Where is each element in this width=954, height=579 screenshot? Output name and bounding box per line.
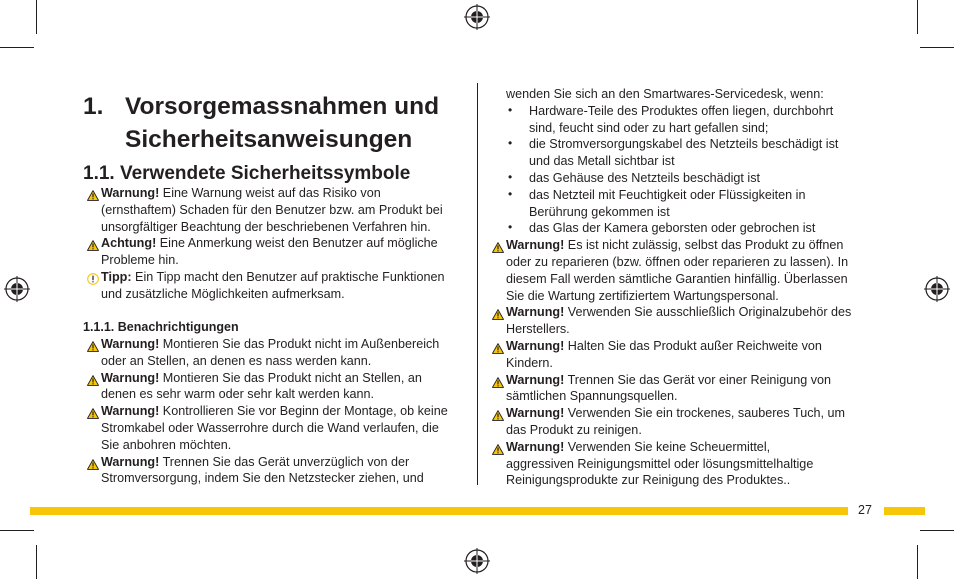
warning-icon [87, 238, 99, 249]
crop-mark [36, 545, 37, 579]
warning-icon [492, 408, 504, 419]
notice-text-line: Warnung! Eine Warnung weist auf das Risiko von [101, 186, 381, 200]
crop-mark [917, 0, 918, 34]
bullet-text-line: die Stromversorgungskabel des Netzteils beschädigt ist [529, 137, 839, 152]
bullet-text-line: sind, feucht sind oder zu hart gefallen sind; [529, 120, 769, 135]
notice-label: Warnung! [506, 339, 565, 353]
notice-text-line: Warnung! Trennen Sie das Gerät unverzüglich von der [101, 454, 410, 469]
notice-text-line: Warnung! Verwenden Sie ein trockenes, sauberes Tuch, um [506, 406, 846, 421]
section-number: 1. [83, 93, 104, 120]
notice-text-line: sämtlichen Spannungsquellen. [506, 389, 678, 404]
notice-text-line: Warnung! Kontrollieren Sie vor Beginn der Montage, ob keine [101, 404, 448, 419]
crop-mark [36, 0, 37, 34]
warning-icon [87, 406, 99, 417]
notice-text-line: das Produkt zu reinigen. [506, 423, 642, 437]
bullet-text-line: Hardware-Teile des Produktes offen liegen, durchbohrt [529, 103, 834, 118]
notice-text-line: Herstellers. [506, 322, 570, 337]
notice-label: Warnung! [506, 238, 565, 253]
notice-text-line: denen es sehr warm oder sehr kalt werden kann. [101, 387, 375, 402]
bullet-marker: • [508, 136, 513, 151]
notice-text-line: Probleme hin. [101, 253, 179, 268]
crop-mark [0, 47, 34, 48]
warning-icon [492, 442, 504, 453]
section-title-line: Sicherheitsanweisungen [125, 126, 413, 153]
notice-label: Warnung! [101, 186, 160, 200]
notice-text-line: Sie die Wartung zertifiziertem Wartungspersonal. [506, 288, 779, 303]
crop-mark [920, 530, 954, 531]
bullet-text-line: und das Metall sichtbar ist [529, 154, 675, 169]
intro-text: wenden Sie sich an den Smartwares-Servicedesk, wenn: [506, 87, 824, 101]
crop-mark [917, 545, 918, 579]
notice-text-line: Kindern. [506, 355, 553, 370]
notice-text-line: unsorgfältiger Beachtung der beschriebenen Verfahren hin. [101, 219, 431, 234]
column-divider [477, 83, 478, 485]
notice-text-line: Warnung! Trennen Sie das Gerät vor einer Reinigung von [506, 372, 832, 387]
notice-text-line: Warnung! Halten Sie das Produkt außer Reichweite von [506, 339, 822, 353]
warning-icon [87, 339, 99, 350]
notice-text-line: Sie anbohren möchten. [101, 437, 232, 452]
notice-label: Warnung! [506, 406, 565, 421]
warning-icon [87, 188, 99, 199]
notice-text-line: Warnung! Verwenden Sie ausschließlich Originalzubehör des [506, 305, 852, 320]
notice-text-line: und zusätzliche Möglichkeiten aufmerksam. [101, 286, 345, 301]
bullet-text-line: Berührung gekommen ist [529, 204, 670, 219]
notice-label: Warnung! [101, 404, 160, 419]
bullet-marker: • [508, 102, 513, 117]
page-number: 27 [858, 503, 872, 517]
bullet-marker: • [508, 186, 513, 201]
footer-bar [30, 507, 848, 515]
notice-text-line: Warnung! Verwenden Sie keine Scheuermittel, [506, 439, 771, 454]
notice-text-line: Stromversorgung, indem Sie den Netzstecker ziehen, und [101, 471, 424, 486]
notice-label: Tipp: [101, 270, 132, 284]
bullet-marker: • [508, 220, 513, 235]
bullet-text-line: das Gehäuse des Netzteils beschädigt ist [529, 171, 761, 185]
bullet-marker: • [508, 170, 513, 184]
notice-text-line: aggressiven Reinigungsmittel oder lösungsmittelhaltige [506, 456, 814, 471]
warning-icon [87, 457, 99, 468]
section-title-line: Vorsorgemassnahmen und [125, 93, 440, 120]
footer-bar [884, 507, 925, 515]
subsection-title: 1.1. Verwendete Sicherheitssymbole [83, 163, 411, 184]
notice-text-line: Warnung! Es ist nicht zulässig, selbst das Produkt zu öffnen [506, 238, 844, 253]
notice-text-line: Warnung! Montieren Sie das Produkt nicht im Außenbereich [101, 337, 440, 351]
subsubsection-title: 1.1.1. Benachrichtigungen [83, 320, 239, 334]
notice-label: Achtung! [101, 236, 157, 251]
bullet-text-line: das Glas der Kamera geborsten oder gebrochen ist [529, 221, 816, 236]
warning-icon [492, 341, 504, 352]
registration-mark-icon [4, 276, 30, 302]
warning-icon [87, 373, 99, 384]
bullet-text-line: das Netzteil mit Feuchtigkeit oder Flüssigkeiten in [529, 187, 806, 202]
crop-mark [0, 530, 34, 531]
crop-mark [920, 47, 954, 48]
notice-text-line: Reinigungsprodukte zur Reinigung des Produktes.. [506, 473, 791, 488]
notice-text-line: Warnung! Montieren Sie das Produkt nicht an Stellen, an [101, 370, 422, 385]
notice-text-line: oder zu reparieren (bzw. öffnen oder reparieren zu lassen). In [506, 255, 849, 269]
notice-label: Warnung! [506, 372, 565, 387]
warning-icon [492, 240, 504, 251]
notice-label: Warnung! [101, 454, 160, 469]
notice-text-line: Stromkabel oder Wasserrohre durch die Wand verlaufen, die [101, 421, 439, 435]
notice-text-line: Achtung! Eine Anmerkung weist den Benutzer auf mögliche [101, 236, 438, 251]
warning-icon [492, 307, 504, 318]
registration-mark-icon [924, 276, 950, 302]
registration-mark-icon [464, 4, 490, 30]
tip-icon [87, 272, 99, 283]
notice-label: Warnung! [101, 337, 160, 351]
notice-text-line: diesem Fall werden sämtliche Garantien hinfällig. Überlassen [506, 271, 848, 286]
notice-label: Warnung! [506, 305, 565, 320]
notice-text-line: (ernsthaftem) Schaden für den Benutzer bzw. am Produkt bei [101, 202, 443, 217]
notice-label: Warnung! [101, 370, 160, 385]
notice-text-line: Tipp: Ein Tipp macht den Benutzer auf praktische Funktionen [101, 270, 445, 284]
warning-icon [492, 375, 504, 386]
notice-text-line: oder an Stellen, an denen es nass werden kann. [101, 353, 372, 368]
notice-label: Warnung! [506, 439, 565, 454]
registration-mark-icon [464, 548, 490, 574]
